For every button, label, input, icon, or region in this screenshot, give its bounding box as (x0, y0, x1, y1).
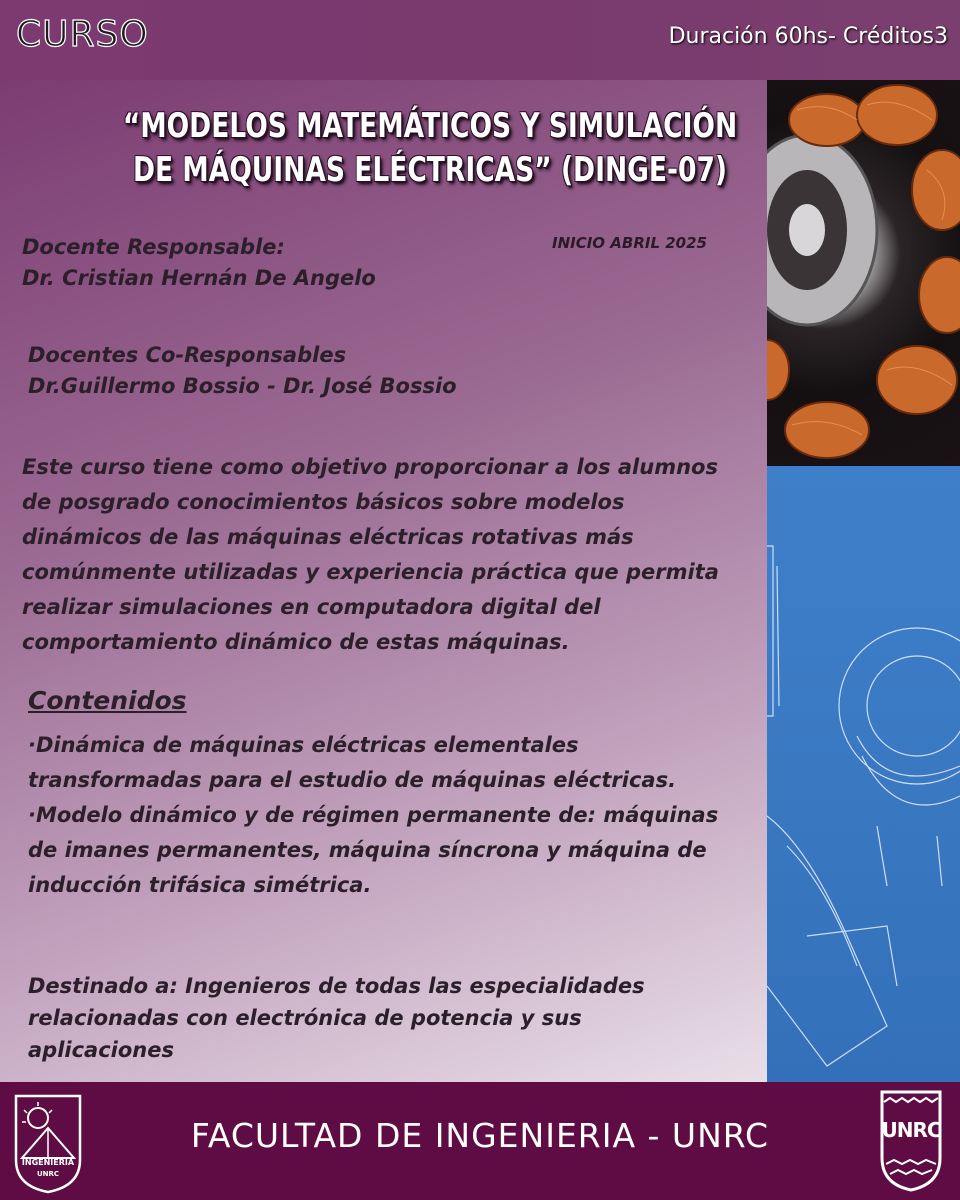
footer-bar (0, 1082, 960, 1200)
logo-left-text: INGENIERIA (21, 1158, 75, 1167)
description-line: Este curso tiene como objetivo proporcionar a los alumnos (22, 455, 718, 479)
contenidos-line: transformadas para el estudio de máquinas eléctricas. (28, 768, 677, 792)
description-line: comportamiento dinámico de estas máquinas. (22, 630, 570, 654)
logo-left-sub: UNRC (36, 1170, 60, 1178)
contenidos-heading: Contenidos (28, 686, 187, 715)
duracion-creditos: Duración 60hs- Créditos3 (668, 24, 948, 49)
docente-label: Docente Responsable: (22, 235, 285, 259)
curso-label: CURSO (16, 14, 149, 55)
destinado-line: relacionadas con electrónica de potencia y sus (28, 1006, 582, 1030)
blueprint-drawing (767, 466, 960, 1082)
contenidos-line: inducción trifásica simétrica. (28, 873, 372, 897)
course-title-line-1: “MODELOS MATEMÁTICOS Y SIMULACIÓN (122, 106, 738, 146)
docente-name: Dr. Cristian Hernán De Angelo (22, 266, 376, 290)
co-docentes-label: Docentes Co-Responsables (28, 343, 347, 367)
docentes-co-responsables (28, 340, 457, 402)
motor-stator-photo (767, 80, 960, 466)
facultad-name: FACULTAD DE INGENIERIA - UNRC (190, 1116, 770, 1155)
docente-responsable (22, 232, 376, 294)
contenidos-line: ·Modelo dinámico y de régimen permanente de: máquinas (28, 803, 719, 827)
start-date: INICIO ABRIL 2025 (552, 234, 707, 252)
destinado-line: Destinado a: Ingenieros de todas las especialidades (28, 974, 645, 998)
description-line: realizar simulaciones en computadora digital del (22, 595, 601, 619)
course-title (95, 104, 766, 192)
description-line: dinámicos de las máquinas eléctricas rotativas más (22, 525, 634, 549)
destinado-line: aplicaciones (28, 1038, 174, 1062)
co-docentes-names: Dr.Guillermo Bossio - Dr. José Bossio (28, 374, 457, 398)
course-description (22, 450, 767, 660)
contenidos-list (28, 728, 718, 903)
description-line: comúnmente utilizadas y experiencia práctica que permita (22, 560, 719, 584)
course-title-line-2: DE MÁQUINAS ELÉCTRICAS” (DINGE-07) (132, 150, 728, 190)
contenidos-line: ·Dinámica de máquinas eléctricas elementales (28, 733, 579, 757)
blueprint-illustration (767, 466, 960, 1082)
unrc-logo (878, 1088, 944, 1192)
destinado-section (28, 970, 645, 1066)
main-panel (0, 80, 767, 1082)
logo-right-text: UNRC (881, 1118, 941, 1142)
contenidos-line: de imanes permanentes, máquina síncrona y máquina de (28, 838, 707, 862)
header-bar (0, 0, 960, 80)
motor-illustration (767, 80, 960, 466)
description-line: de posgrado conocimientos básicos sobre modelos (22, 490, 625, 514)
